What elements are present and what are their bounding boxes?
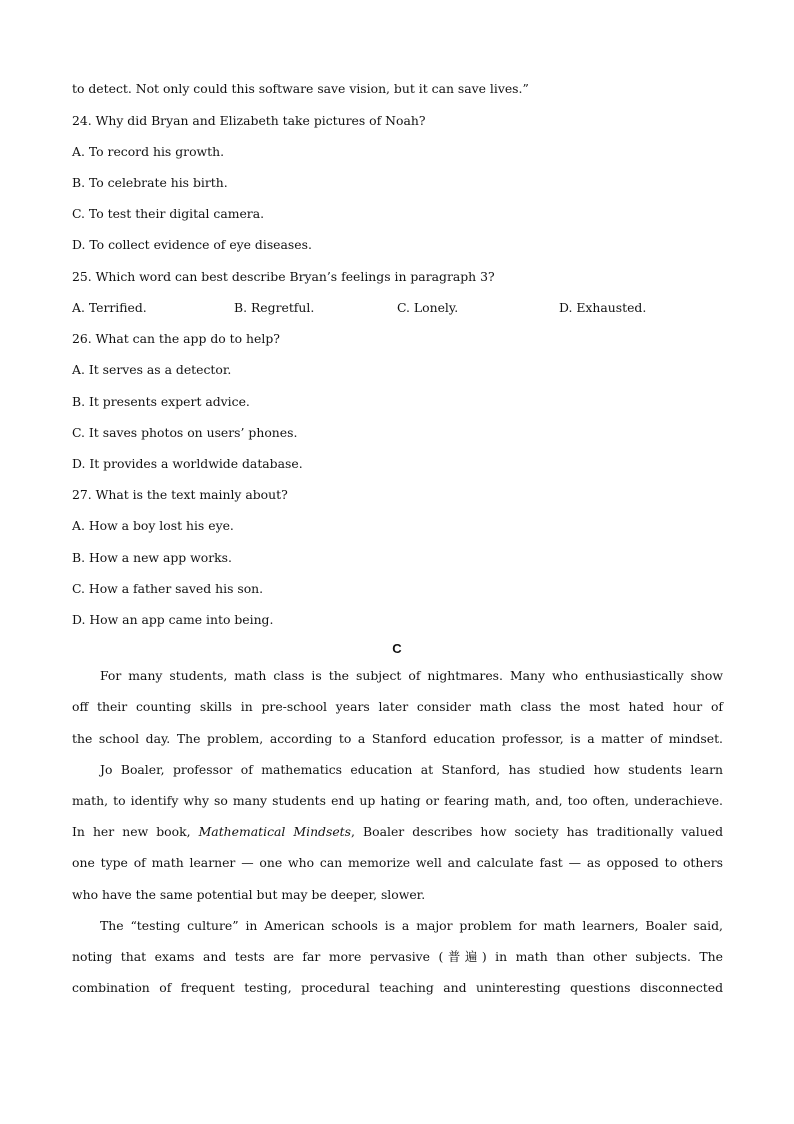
book-title: Mathematical Mindsets xyxy=(198,824,352,839)
question-24-option-a: A. To record his growth. xyxy=(72,144,225,159)
paragraph-1-line-3: the school day. The problem, according to a Stanford education professor, is a matter of mindset. xyxy=(72,731,723,746)
question-24-option-d: D. To collect evidence of eye diseases. xyxy=(72,237,312,252)
question-24-stem: 24. Why did Bryan and Elizabeth take pictures of Noah? xyxy=(72,113,426,128)
question-25-options xyxy=(0,300,794,316)
paragraph-2-line-3-before: In her new book, xyxy=(72,824,199,839)
question-27-option-b: B. How a new app works. xyxy=(72,550,232,565)
question-25-option-d: D. Exhausted. xyxy=(559,300,647,315)
question-27-stem: 27. What is the text mainly about? xyxy=(72,487,288,502)
question-26-option-a: A. It serves as a detector. xyxy=(72,362,232,377)
paragraph-2-line-2: math, to identify why so many students end up hating or fearing math, and, too often, underachieve. xyxy=(72,793,723,808)
paragraph-3-line-2: noting that exams and tests are far more pervasive (普遍) in math than other subjects. The xyxy=(72,949,723,964)
question-27-option-c: C. How a father saved his son. xyxy=(72,581,264,596)
question-27-option-a: A. How a boy lost his eye. xyxy=(72,518,234,533)
question-26-stem: 26. What can the app do to help? xyxy=(72,331,280,346)
section-c-heading: C xyxy=(392,641,402,656)
question-24-option-b: B. To celebrate his birth. xyxy=(72,175,228,190)
paragraph-2-line-3-after: , Boaler describes how society has traditionally valued xyxy=(351,824,723,839)
question-27-option-d: D. How an app came into being. xyxy=(72,612,274,627)
paragraph-2-line-1: Jo Boaler, professor of mathematics education at Stanford, has studied how students learn xyxy=(100,762,723,777)
question-25-stem: 25. Which word can best describe Bryan’s feelings in paragraph 3? xyxy=(72,269,495,284)
paragraph-3-line-3: combination of frequent testing, procedural teaching and uninteresting questions disconnected xyxy=(72,980,723,995)
paragraph-1-line-2: off their counting skills in pre-school years later consider math class the most hated hour of xyxy=(72,699,723,714)
paragraph-1-line-1: For many students, math class is the subject of nightmares. Many who enthusiastically show xyxy=(100,668,723,683)
question-25-option-c: C. Lonely. xyxy=(397,300,459,315)
paragraph-2-line-5: who have the same potential but may be deeper, slower. xyxy=(72,887,426,902)
paragraph-3-line-1: The “testing culture” in American schools is a major problem for math learners, Boaler said, xyxy=(100,918,723,933)
opening-line: to detect. Not only could this software save vision, but it can save lives.” xyxy=(72,81,529,96)
paragraph-2-line-3 xyxy=(72,824,723,840)
question-26-option-d: D. It provides a worldwide database. xyxy=(72,456,303,471)
paragraph-2-line-4: one type of math learner — one who can memorize well and calculate fast — as opposed to others xyxy=(72,855,723,870)
question-24-option-c: C. To test their digital camera. xyxy=(72,206,265,221)
question-26-option-c: C. It saves photos on users’ phones. xyxy=(72,425,298,440)
question-25-option-a: A. Terrified. xyxy=(72,300,147,315)
question-26-option-b: B. It presents expert advice. xyxy=(72,394,250,409)
question-25-option-b: B. Regretful. xyxy=(234,300,315,315)
